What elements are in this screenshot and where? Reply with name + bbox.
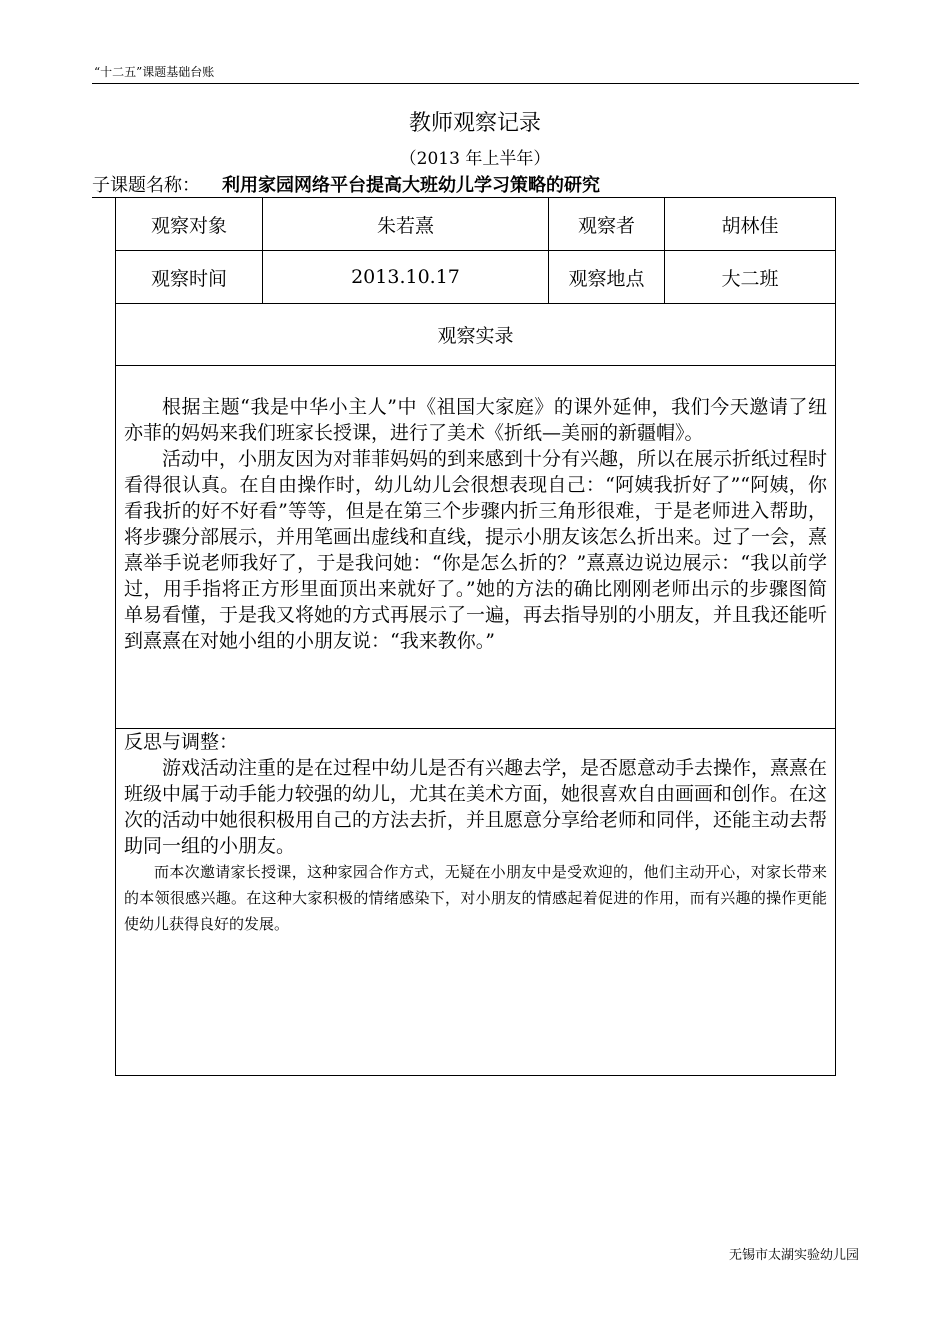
reflection-cell	[116, 729, 836, 1076]
table-row	[116, 251, 836, 304]
place-value: 大二班	[665, 251, 836, 304]
table-row	[116, 198, 836, 251]
reflection-paragraph: 而本次邀请家长授课，这种家园合作方式，无疑在小朋友中是受欢迎的，他们主动开心，对家长带来的本领很感兴趣。在这种大家积极的情绪感染下，对小朋友的情感起着促进的作用，而有兴趣的操作更能使幼儿获得良好的发展。	[124, 863, 827, 933]
table-row	[116, 366, 836, 729]
record-text	[116, 366, 835, 654]
footer-org: 无锡市太湖实验幼儿园	[728, 1248, 859, 1263]
table-row	[116, 729, 836, 1076]
time-value: 2013.10.17	[263, 251, 549, 304]
time-label: 观察时间	[116, 251, 263, 304]
page-header	[92, 62, 859, 84]
subject-title: 利用家园网络平台提高大班幼儿学习策略的研究	[222, 175, 600, 196]
reflection-heading: 反思与调整：	[124, 731, 239, 753]
subject-row	[92, 173, 760, 198]
table-row	[116, 304, 836, 366]
reflection-text	[116, 729, 835, 937]
reflection-paragraph: 游戏活动注重的是在过程中幼儿是否有兴趣去学，是否愿意动手去操作，熹熹在班级中属于动手能力较强的幼儿，尤其在美术方面，她很喜欢自由画画和创作。在这次的活动中她很积极用自己的方法去折，并且愿意分享给老师和同伴，还能主动去帮助同一组的小朋友。	[124, 757, 828, 857]
observer-value: 胡林佳	[665, 198, 836, 251]
header-label: “十二五”课题基础台账	[94, 65, 215, 79]
observed-value: 朱若熹	[263, 198, 549, 251]
observed-label: 观察对象	[116, 198, 263, 251]
record-heading: 观察实录	[116, 304, 836, 366]
document-title: 教师观察记录	[408, 111, 541, 136]
document-period: （2013 年上半年）	[399, 149, 551, 169]
subject-label: 子课题名称：	[92, 175, 200, 196]
observation-table	[115, 197, 836, 1076]
record-cell	[116, 366, 836, 729]
record-paragraph: 活动中，小朋友因为对菲菲妈妈的到来感到十分有兴趣，所以在展示折纸过程时看得很认真。在自由操作时，幼儿幼儿会很想表现自己：“阿姨我折好了”“阿姨，你看我折的好不好看”等等，但是在第三个步骤内折三角形很难，于是老师进入帮助，将步骤分部展示，并用笔画出虚线和直线，提示小朋友该怎么折出来。过了一会，熹熹举手说老师我好了，于是我问她：“你是怎么折的？”熹熹边说边展示：“我以前学过，用手指将正方形里面顶出来就好了。”她的方法的确比刚刚老师出示的步骤图简单易看懂，于是我又将她的方式再展示了一遍，再去指导别的小朋友，并且我还能听到熹熹在对她小组的小朋友说：“我来教你。”	[124, 448, 828, 652]
observer-label: 观察者	[549, 198, 665, 251]
record-paragraph: 根据主题“我是中华小主人”中《祖国大家庭》的课外延伸，我们今天邀请了纽亦菲的妈妈来我们班家长授课，进行了美术《折纸—美丽的新疆帽》。	[124, 396, 827, 444]
place-label: 观察地点	[549, 251, 665, 304]
